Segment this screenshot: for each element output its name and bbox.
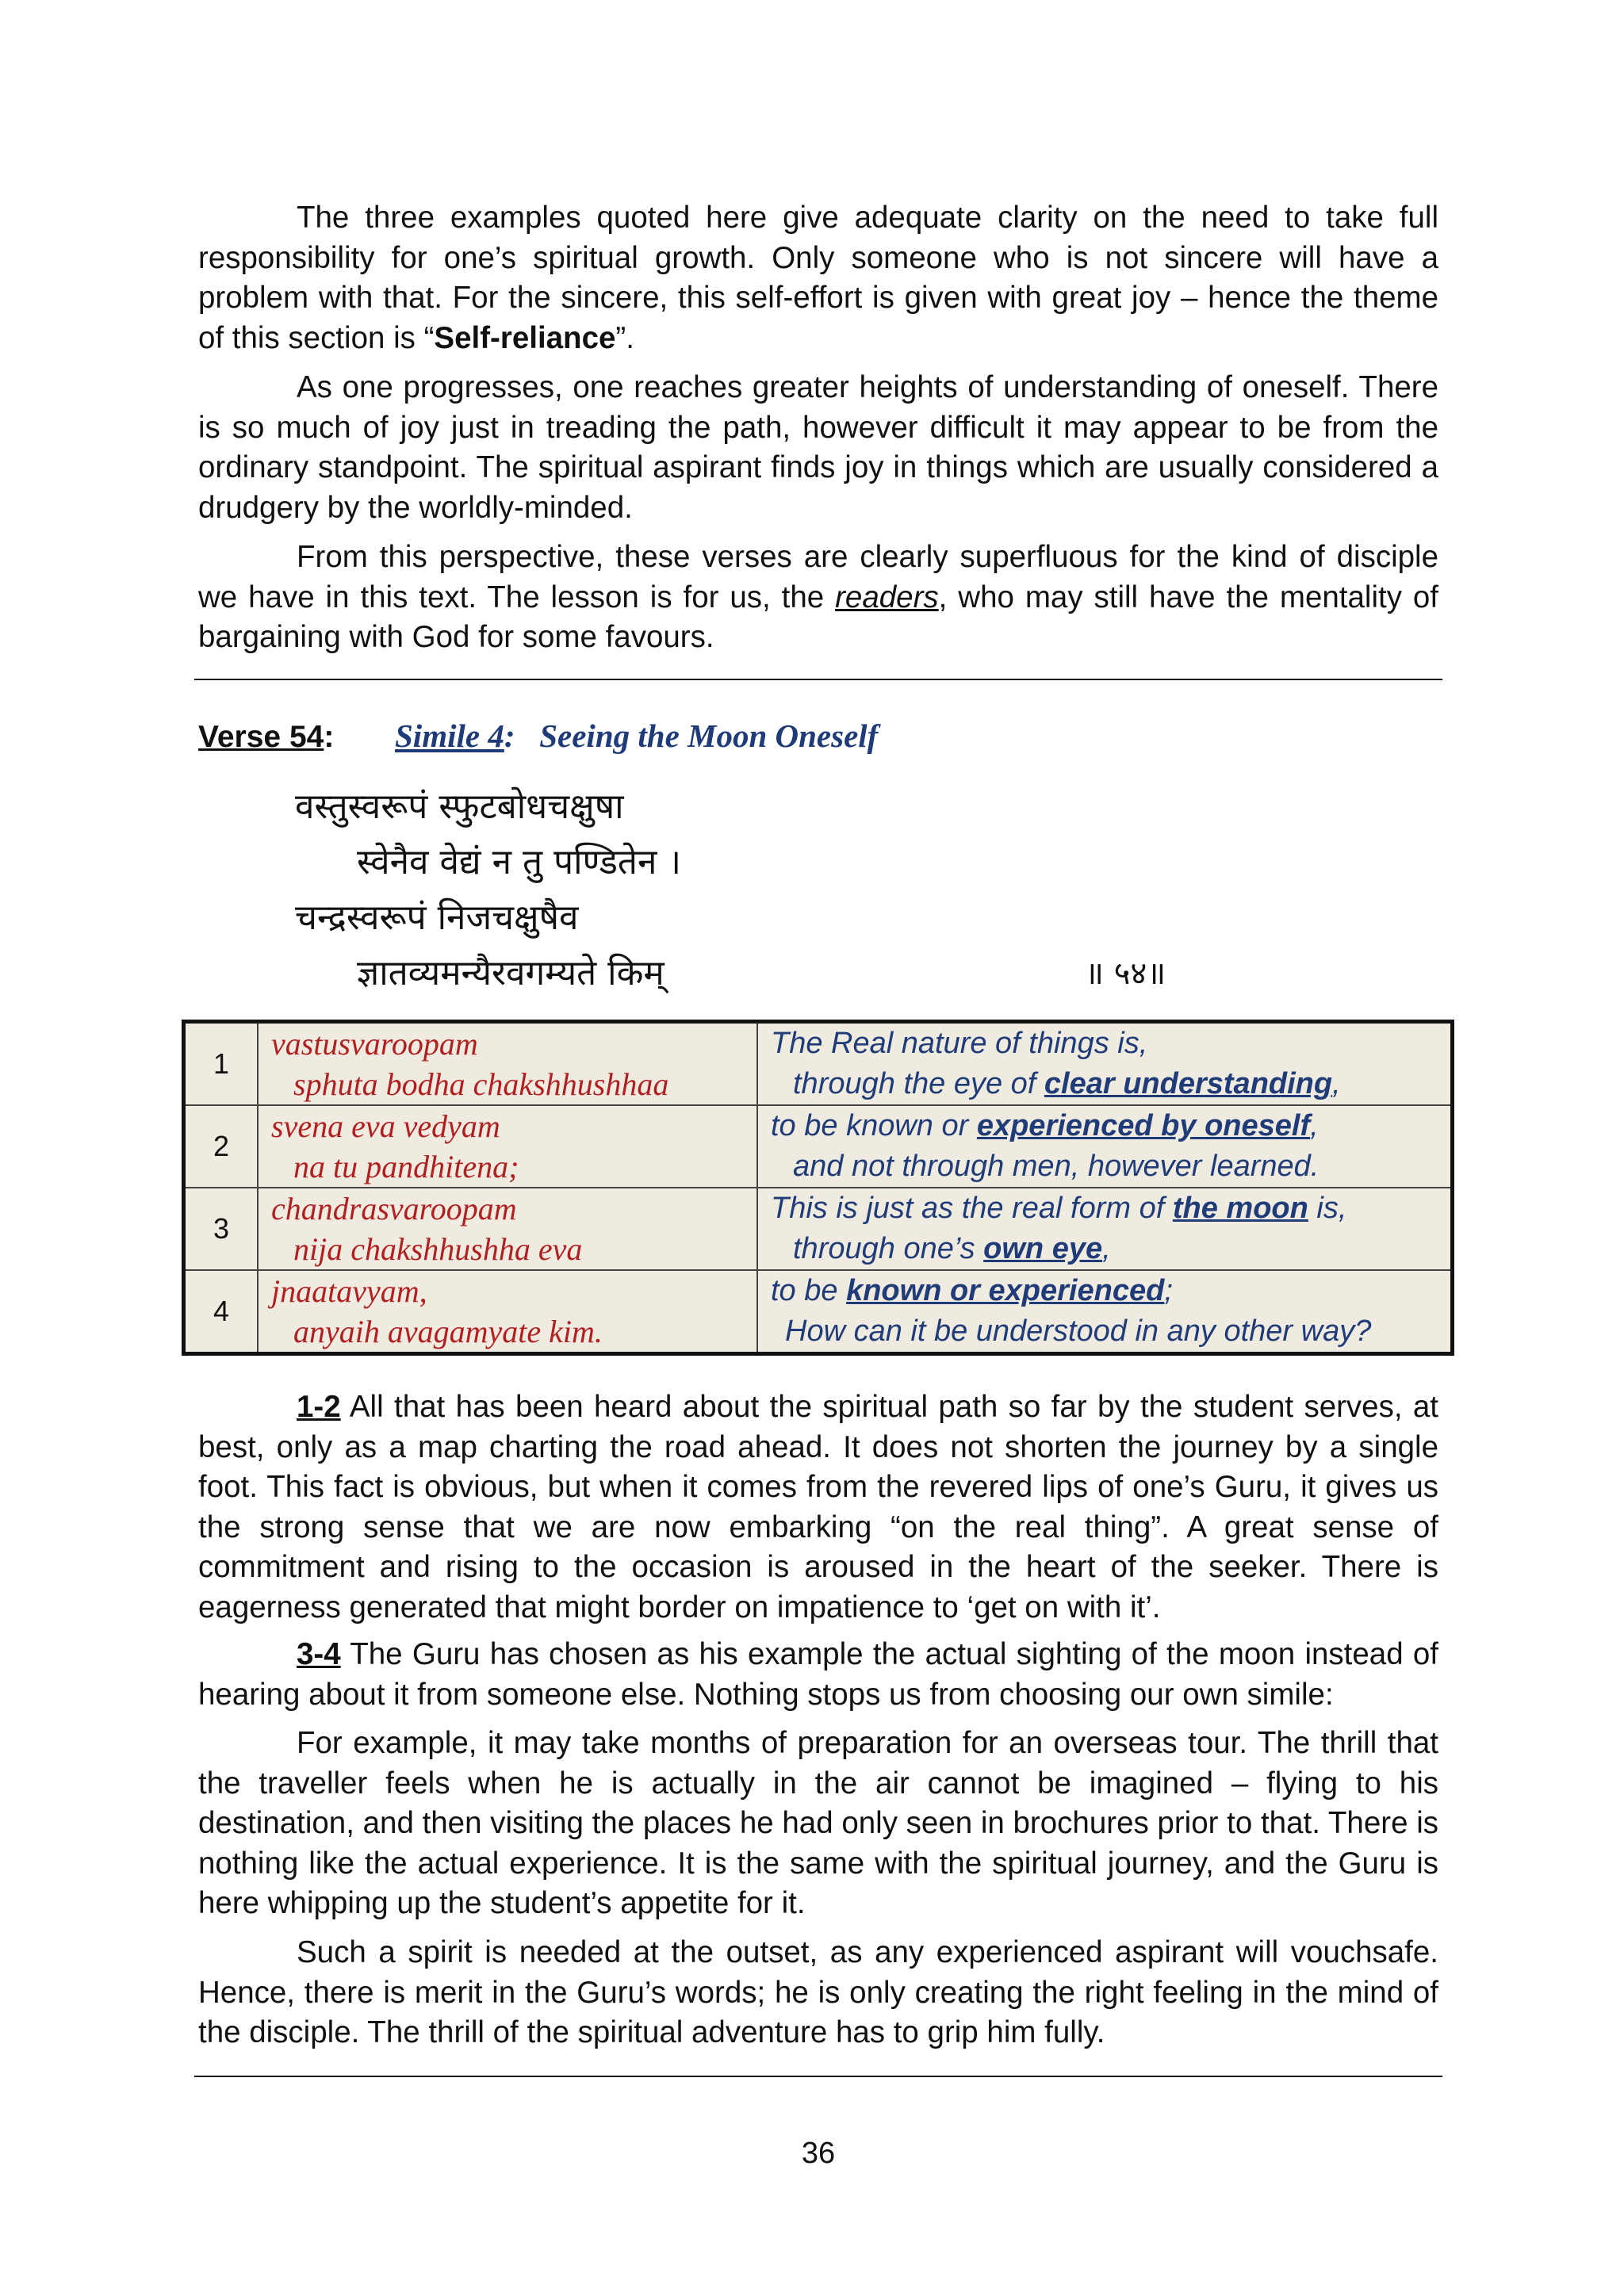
translation-line-1: The Real nature of things is, (771, 1027, 1148, 1060)
sanskrit-transliteration (258, 1105, 757, 1188)
text: Such a spirit is needed at the outset, as any experienced aspirant will vouchsafe. Hence, there is merit in the Guru’s words; he is only creating the right feeling in the mind of the disciple. The thrill of the spiritual adventure has to grip him fully. (198, 1935, 1438, 2049)
translation-line-2: and not through men, however learned. (793, 1150, 1320, 1183)
text: The Guru has chosen as his example the actual sighting of the moon instead of hearing about it from someone else. Nothing stops us from choosing our own simile: (198, 1637, 1438, 1712)
translation-line-2: through one’s own eye, (793, 1232, 1111, 1265)
english-translation (757, 1022, 1453, 1106)
row-number: 3 (184, 1188, 259, 1270)
text: As one progresses, one reaches greater heights of understanding of oneself. There is so much of joy just in treading the path, however difficult it may appear to be from the ordinary standpoint. The spiritual aspirant finds joy in things which are usually considered a drudgery by the worldly-minded. (198, 370, 1438, 525)
text: All that has been heard about the spiritual path so far by the student serves, at best, only as a map charting the road ahead. It does not shorten the journey by a single foot. This fact is obvious, but when it comes from the revered lips of one’s Guru, it gives us the strong sense that we are now embarking “on the real thing”. A great sense of commitment and rising to the occasion is aroused in the heart of the seeker. There is eagerness generated that might border on impatience to ‘get on with it’. (198, 1390, 1438, 1624)
transliteration-line-2: anyaih avagamyate kim. (293, 1314, 603, 1349)
table-row (184, 1105, 1453, 1188)
row-number: 2 (184, 1105, 259, 1188)
sanskrit-line-1: वस्तुस्वरूपं स्फुटबोधचक्षुषा (295, 786, 624, 827)
verse-number: ॥ ५४॥ (1085, 955, 1166, 992)
sanskrit-line-2: स्वेनैव वेद्यं न तु पण्डितेन । (357, 842, 682, 882)
translation-line-1: to be known or experienced by oneself, (771, 1109, 1319, 1142)
commentary-paragraph-3 (198, 1724, 1438, 1924)
translation-line-2: How can it be understood in any other way? (785, 1314, 1372, 1348)
sanskrit-line-3: चन्द्रस्वरूपं निजचक्षुषैव (295, 897, 579, 938)
simile-heading (395, 714, 878, 758)
transliteration-line-1: chandrasvaroopam (271, 1191, 517, 1226)
sanskrit-transliteration (258, 1188, 757, 1270)
english-translation (757, 1188, 1453, 1270)
page-number: 36 (801, 2137, 836, 2170)
transliteration-line-1: jnaatavyam, (271, 1273, 427, 1309)
translation-table (182, 1020, 1454, 1356)
english-translation (757, 1270, 1453, 1354)
transliteration-line-1: svena eva vedyam (271, 1108, 500, 1144)
verse-colon: : (324, 720, 335, 754)
transliteration-line-2: na tu pandhitena; (293, 1149, 519, 1184)
verse-heading (198, 718, 334, 757)
verse-ref: 3-4 (297, 1637, 341, 1671)
sanskrit-transliteration (258, 1270, 757, 1354)
transliteration-line-2: sphuta bodha chakshhushhaa (293, 1066, 669, 1102)
text: , who may still have the mentality of bargaining with God for some favours. (198, 580, 1438, 654)
section-divider-top (194, 679, 1442, 680)
commentary-3-4 (198, 1635, 1438, 1715)
translation-line-2: through the eye of clear understanding, (793, 1067, 1341, 1100)
translation-line-1: This is just as the real form of the moon is, (771, 1192, 1347, 1225)
transliteration-line-2: nija chakshhushha eva (293, 1231, 583, 1267)
text: From this perspective, these verses are clearly superfluous for the kind of disciple we have in this text. The lesson is for us, the (198, 540, 1438, 614)
verse-label: Verse 54 (198, 720, 324, 754)
text: The three examples quoted here give adequate clarity on the need to take full responsibility for one’s spiritual growth. Only someone who is not sincere will have a problem with that. For the sincere, this self-effort is given with great joy – hence the theme of this section is “ (198, 201, 1438, 355)
simile-label: Simile 4 (395, 718, 504, 754)
table-row (184, 1270, 1453, 1354)
emphasis-self-reliance: Self-reliance (434, 320, 616, 355)
sanskrit-transliteration (258, 1022, 757, 1106)
row-number: 1 (184, 1022, 259, 1106)
transliteration-line-1: vastusvaroopam (271, 1026, 478, 1062)
commentary-1-2 (198, 1387, 1438, 1628)
english-translation (757, 1105, 1453, 1188)
intro-paragraph-1 (198, 198, 1438, 358)
sanskrit-line-4: ज्ञातव्यमन्यैरवगम्यते किम् (357, 953, 665, 993)
commentary-paragraph-4 (198, 1933, 1438, 2053)
verse-ref: 1-2 (297, 1390, 341, 1424)
intro-paragraph-3 (198, 538, 1438, 658)
translation-line-1: to be known or experienced; (771, 1274, 1173, 1307)
intro-paragraph-2 (198, 368, 1438, 528)
text: ”. (615, 320, 634, 355)
table-row (184, 1188, 1453, 1270)
row-number: 4 (184, 1270, 259, 1354)
section-divider-bottom (194, 2076, 1442, 2077)
text: For example, it may take months of preparation for an overseas tour. The thrill that the traveller feels when he is actually in the air cannot be imagined – flying to his destination, and then visiting the places he had only seen in brochures prior to that. There is nothing like the actual experience. It is the same with the spiritual journey, and the Guru is here whipping up the student’s appetite for it. (198, 1726, 1438, 1920)
emphasis-readers: readers (835, 580, 939, 614)
table-row (184, 1022, 1453, 1106)
simile-title: : Seeing the Moon Oneself (504, 718, 879, 754)
